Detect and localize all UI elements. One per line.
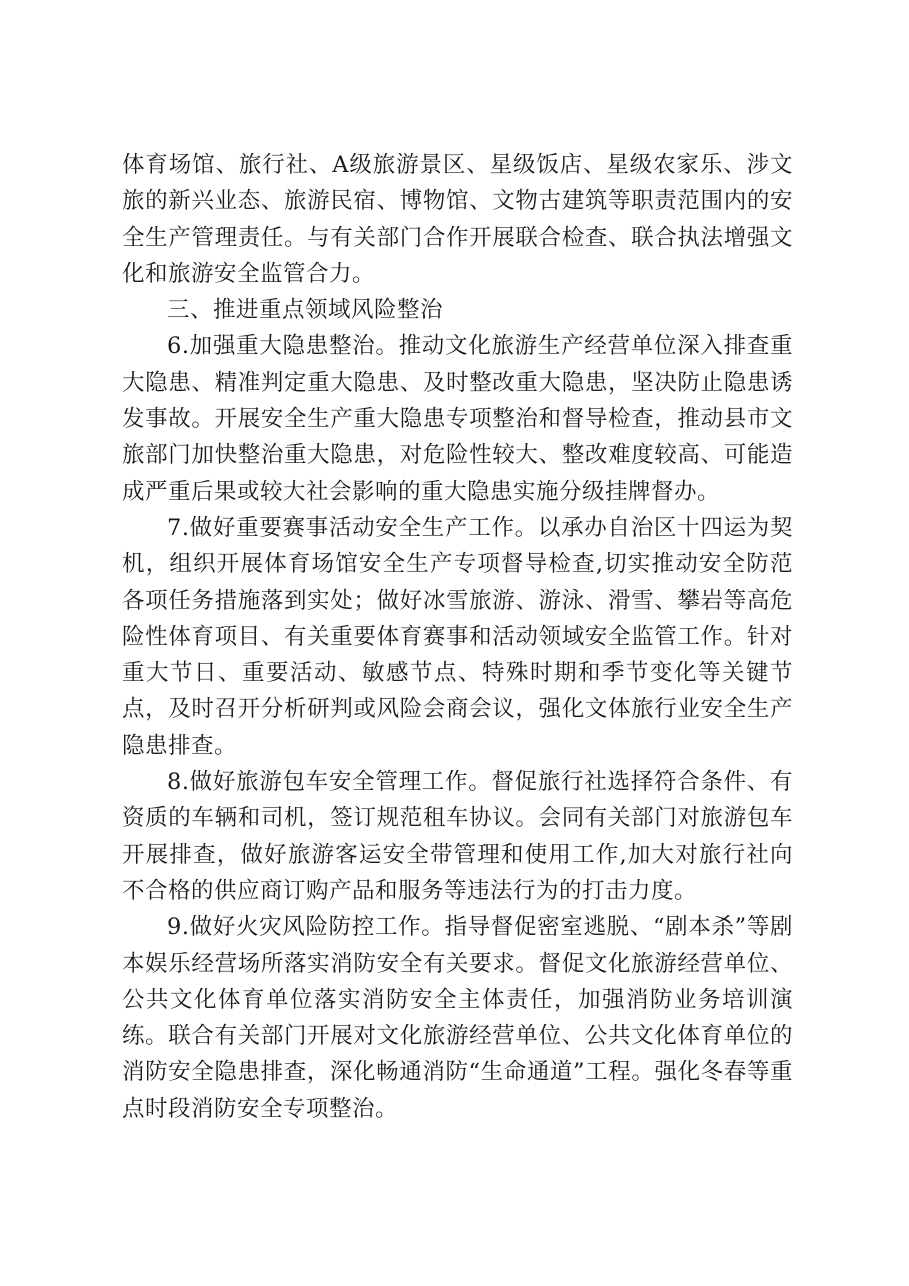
paragraph-continuation: 体育场馆、旅行社、A级旅游景区、星级饭店、星级农家乐、涉文旅的新兴业态、旅游民宿、博物馆、文物古建筑等职责范围内的安全生产管理责任。与有关部门合作开展联合检查、联合执法增强文化和旅游安全监管合力。 xyxy=(122,152,793,287)
paragraph-item-7: 7.做好重要赛事活动安全生产工作。以承办自治区十四运为契机，组织开展体育场馆安全生产专项督导检查,切实推动安全防范各项任务措施落到实处；做好冰雪旅游、游泳、滑雪、攀岩等高危险性体育项目、有关重要体育赛事和活动领域安全监管工作。针对重大节日、重要活动、敏感节点、特殊时期和季节变化等关键节点，及时召开分析研判或风险会商会议，强化文体旅行业安全生产隐患排查。 xyxy=(122,514,793,759)
paragraph-item-9: 9.做好火灾风险防控工作。指导督促密室逃脱、“剧本杀”等剧本娱乐经营场所落实消防安全有关要求。督促文化旅游经营单位、公共文化体育单位落实消防安全主体责任，加强消防业务培训演练。联合有关部门开展对文化旅游经营单位、公共文化体育单位的消防安全隐患排查，深化畅通消防“生命通道”工程。强化冬春等重点时段消防安全专项整治。 xyxy=(122,914,793,1122)
document-body xyxy=(122,147,793,1127)
paragraph-item-6: 6.加强重大隐患整治。推动文化旅游生产经营单位深入排查重大隐患、精准判定重大隐患、及时整改重大隐患，坚决防止隐患诱发事故。开展安全生产重大隐患专项整治和督导检查，推动县市文旅部门加快整治重大隐患，对危险性较大、整改难度较高、可能造成严重后果或较大社会影响的重大隐患实施分级挂牌督办。 xyxy=(122,333,793,505)
section-heading: 三、推进重点领域风险整治 xyxy=(167,297,444,324)
paragraph-item-8: 8.做好旅游包车安全管理工作。督促旅行社选择符合条件、有资质的车辆和司机，签订规范租车协议。会同有关部门对旅游包车开展排查，做好旅游客运安全带管理和使用工作,加大对旅行社向不合格的供应商订购产品和服务等违法行为的打击力度。 xyxy=(122,769,793,904)
